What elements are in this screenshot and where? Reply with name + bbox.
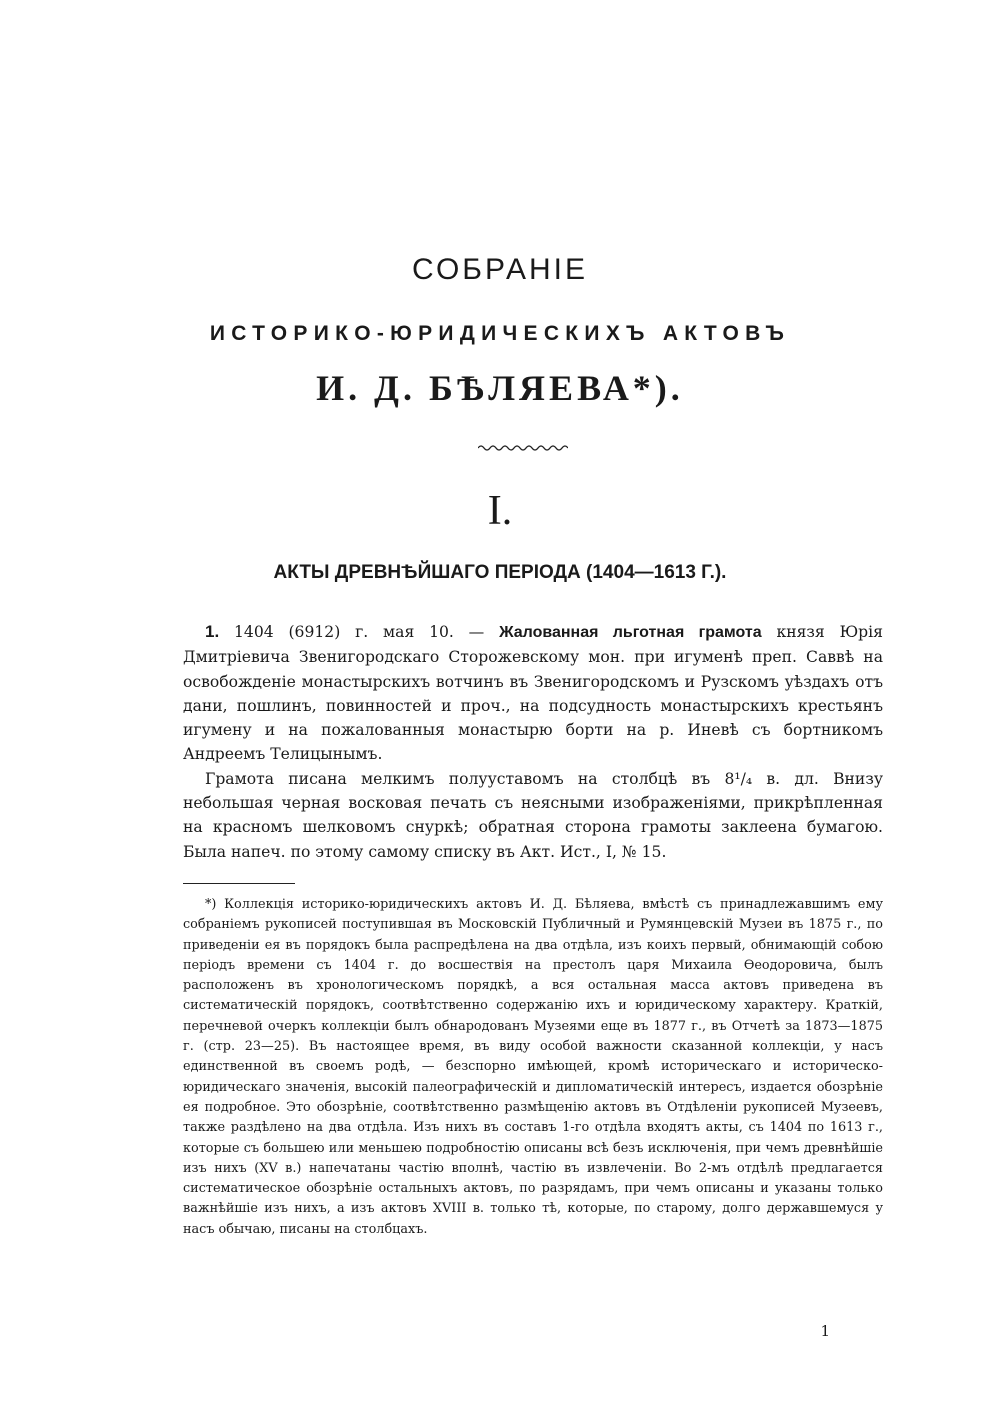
section-number: I. (487, 488, 513, 534)
author-name: И. Д. БѢЛЯЕВА*). (316, 368, 684, 408)
entry-title: Жалованная льготная грамота (499, 624, 762, 641)
entry-heading-paragraph (183, 620, 883, 767)
collection-subtitle: ИСТОРИКО-ЮРИДИЧЕСКИХЪ АКТОВЪ (209, 322, 791, 345)
entry-note-paragraph: Грамота писана мелкимъ полууставомъ на столбцѣ въ 8¹/₄ в. дл. Внизу небольшая черная восковая печать съ неясными изображеніями, прикрѣпленная на красномъ шелковомъ снуркѣ; обратная сторона грамоты заклеена бумагою. Была напеч. по этому самому списку въ Акт. Ист., I, № 15. (183, 769, 883, 861)
entry-date: 1404 (6912) г. мая 10. — (233, 623, 485, 641)
footnote-divider (183, 883, 295, 884)
wavy-ornament-icon (478, 442, 568, 454)
entry-body (183, 620, 883, 864)
section-title: АКТЫ ДРЕВНѢЙШАГО ПЕРІОДА (1404—1613 Г.). (273, 562, 727, 583)
footnote (183, 895, 883, 1240)
page-number: 1 (820, 1322, 830, 1340)
footnote-text: *) Коллекція историко-юридическихъ актовъ И. Д. Бѣляева, вмѣстѣ съ принадлежавшимъ ему собраніемъ рукописей поступившая въ Московскій Публичный и Румянцевскій Музеи въ 1875 г., по приведеніи ея въ порядокъ была распредѣлена на два отдѣла, изъ коихъ первый, обнимающій собою періодъ времени съ 1404 г. до восшествія на престолъ царя Михаила Ѳеодоровича, былъ расположенъ въ хронологическомъ порядкѣ, а вся остальная масса актовъ приведена въ систематическій порядокъ, соотвѣтственно содержанію ихъ и юридическому характеру. Краткій, перечневой очеркъ коллекціи былъ обнародованъ Музеями еще въ 1877 г., въ Отчетѣ за 1873—1875 г. (стр. 23—25). Въ настоящее время, въ виду особой важности сказанной коллекціи, у насъ единственной въ своемъ родѣ, — безспорно имѣющей, кромѣ историческаго и историческо-юридическаго значенія, высокій палеографическій и дипломатическій интересъ, издается обозрѣніе ея подробное. Это обозрѣніе, соотвѣтственно размѣщенію актовъ въ Отдѣленіи рукописей Музеевъ, также раздѣлено на два отдѣла. Изъ нихъ въ составъ 1-го отдѣла входятъ акты, съ 1404 по 1613 г., которые съ большею или меньшею подробностію описаны всѣ безъ исключенія, при чемъ древнѣйшіе изъ нихъ (XV в.) напечатаны частію вполнѣ, частію въ извлеченіи. Во 2-мъ отдѣлѣ предлагается систематическое обозрѣніе остальныхъ актовъ, по разрядамъ, при чемъ описаны и указаны только важнѣйшіе изъ нихъ, а изъ актовъ XVIII в. только тѣ, которые, по старому, долго державшемуся у насъ обычаю, писаны на столбцахъ. (183, 897, 883, 1237)
entry-description: князя Юрія Дмитріевича Звенигородскаго Сторожевскому мон. при игуменѣ преп. Саввѣ на освобожденіе монастырскихъ вотчинъ въ Звенигородскомъ и Рузскомъ уѣздахъ отъ дани, пошлинъ, повинностей и проч., на подсудность монастырскихъ крестьянъ игумену и на пожалованныя монастырю борти на р. Иневѣ съ бортникомъ Андреемъ Телицынымъ. (183, 623, 883, 764)
entry-number: 1. (205, 622, 220, 641)
collection-title: СОБРАНІЕ (411, 253, 589, 286)
